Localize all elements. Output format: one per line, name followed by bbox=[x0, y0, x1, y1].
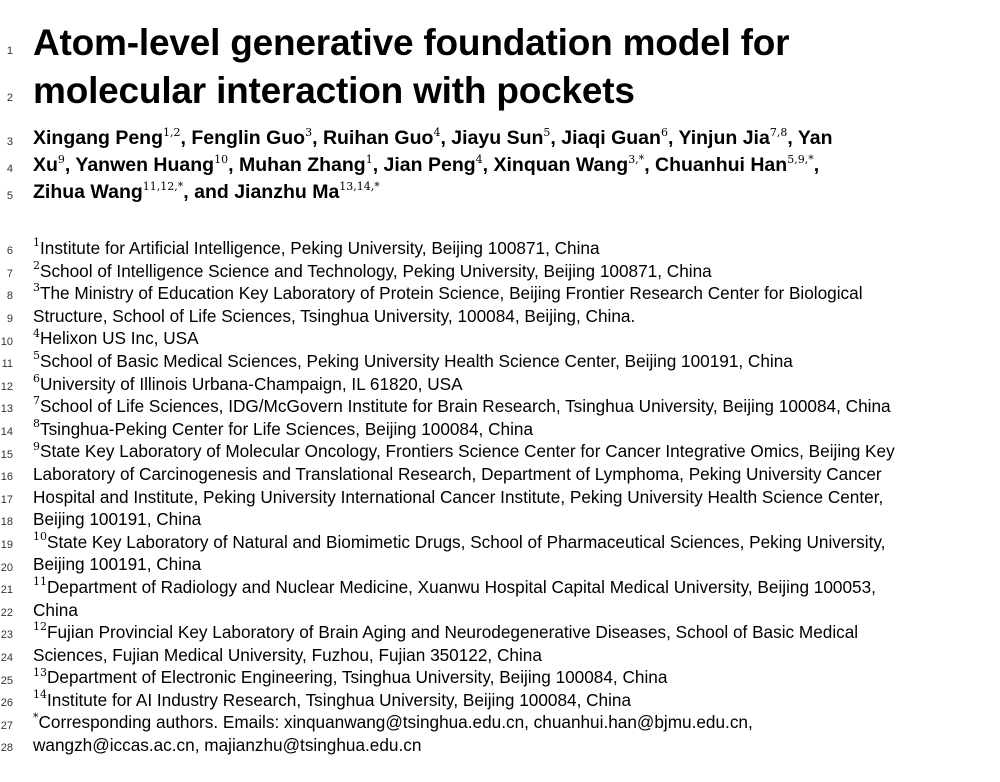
line-number: 10 bbox=[0, 336, 13, 348]
line-number: 6 bbox=[6, 245, 13, 257]
line-number: 26 bbox=[0, 697, 13, 709]
affiliation-line bbox=[33, 486, 983, 509]
author-sep: , bbox=[482, 154, 494, 176]
line-number: 27 bbox=[0, 720, 13, 732]
affiliation-sup: 8 bbox=[33, 417, 40, 431]
author-sep: , and bbox=[183, 181, 235, 203]
affiliation-line bbox=[33, 373, 983, 396]
line-number: 11 bbox=[1, 358, 13, 370]
line-number: 24 bbox=[0, 652, 13, 664]
line-number: 21 bbox=[0, 584, 13, 596]
author-affil-sup: 4 bbox=[475, 152, 483, 166]
affiliation-sup: 9 bbox=[33, 439, 40, 453]
author-name: Xingang Peng bbox=[33, 127, 164, 149]
author-name: Xinquan Wang bbox=[493, 154, 629, 176]
affiliation-line bbox=[33, 305, 983, 328]
author-name-part: Yan bbox=[797, 127, 833, 149]
line-number: 23 bbox=[0, 629, 13, 641]
affiliation-text: Beijing 100191, China bbox=[33, 509, 202, 530]
author-affil-sup: 5,9,* bbox=[787, 152, 814, 166]
line-number: 13 bbox=[0, 403, 13, 415]
author-sep: , bbox=[228, 154, 239, 176]
affiliation-line bbox=[33, 395, 983, 418]
line-number: 9 bbox=[6, 313, 13, 325]
affiliation-line bbox=[33, 282, 983, 305]
affiliation-sup: 6 bbox=[33, 371, 40, 385]
affiliation-line bbox=[33, 531, 983, 554]
title-line: Atom-level generative foundation model for bbox=[33, 22, 790, 63]
affiliation-sup: 13 bbox=[33, 665, 47, 679]
affiliation-text: School of Life Sciences, IDG/McGovern Institute for Brain Research, Tsinghua University, Beijing 100084, China bbox=[40, 396, 891, 417]
author-name: Yinjun Jia bbox=[678, 127, 770, 149]
affiliation-line bbox=[33, 463, 983, 486]
line-number: 22 bbox=[0, 607, 13, 619]
author-name: Jian Peng bbox=[383, 154, 476, 176]
affiliation-sup: 2 bbox=[33, 258, 40, 272]
author-sep: , bbox=[813, 154, 820, 176]
author-name-part: Xu bbox=[33, 154, 58, 176]
affiliation-line bbox=[33, 666, 983, 689]
line-number: 1 bbox=[6, 45, 13, 57]
affiliation-text: Institute for AI Industry Research, Tsinghua University, Beijing 100084, China bbox=[47, 689, 632, 710]
affiliation-line bbox=[33, 689, 983, 712]
line-number: 16 bbox=[0, 471, 13, 483]
author-name: Jiaqi Guan bbox=[561, 127, 661, 149]
line-number: 17 bbox=[0, 494, 13, 506]
author-sep: , bbox=[64, 154, 76, 176]
author-affil-sup: 5 bbox=[543, 125, 551, 139]
author-affil-sup: 6 bbox=[660, 125, 668, 139]
affiliation-line bbox=[33, 237, 983, 260]
author-name: Yanwen Huang bbox=[75, 154, 215, 176]
line-number: 12 bbox=[0, 381, 13, 393]
affiliation-line bbox=[33, 440, 983, 463]
line-number: 7 bbox=[6, 268, 13, 280]
affiliation-text: Hospital and Institute, Peking University International Cancer Institute, Peking University Health Science Center, bbox=[33, 486, 884, 507]
affiliation-line bbox=[33, 576, 983, 599]
affiliation-text: Tsinghua-Peking Center for Life Sciences, Beijing 100084, China bbox=[40, 418, 534, 439]
author-sep: , bbox=[312, 127, 323, 149]
affiliation-text: Department of Radiology and Nuclear Medicine, Xuanwu Hospital Capital Medical University, Beijing 100053, bbox=[47, 576, 876, 597]
affiliation-sup: 4 bbox=[33, 326, 40, 340]
affiliation-text: The Ministry of Education Key Laboratory of Protein Science, Beijing Frontier Research Center for Biological bbox=[40, 283, 863, 304]
author-sep: , bbox=[787, 127, 798, 149]
author-affil-sup: 3,* bbox=[628, 152, 645, 166]
affiliation-line bbox=[33, 418, 983, 441]
affiliation-sup: 1 bbox=[33, 236, 40, 250]
author-sep: , bbox=[550, 127, 562, 149]
affiliation-sup: 3 bbox=[33, 281, 40, 295]
affiliation-text: State Key Laboratory of Natural and Biomimetic Drugs, School of Pharmaceutical Sciences, Peking University, bbox=[47, 531, 886, 552]
author-affil-sup: 7,8 bbox=[769, 125, 788, 139]
author-sep: , bbox=[644, 154, 656, 176]
author-sep: , bbox=[667, 127, 679, 149]
line-number: 20 bbox=[0, 562, 13, 574]
affiliation-text: State Key Laboratory of Molecular Oncology, Frontiers Science Center for Cancer Integrative Omics, Beijing Key bbox=[40, 441, 895, 462]
line-number: 19 bbox=[0, 539, 13, 551]
line-number: 4 bbox=[6, 163, 13, 175]
title-line: molecular interaction with pockets bbox=[33, 70, 635, 111]
affiliation-text: Sciences, Fujian Medical University, Fuzhou, Fujian 350122, China bbox=[33, 644, 542, 665]
author-affil-sup: 3 bbox=[305, 125, 313, 139]
author-affil-sup: 10 bbox=[214, 152, 229, 166]
affiliation-text: Department of Electronic Engineering, Tsinghua University, Beijing 100084, China bbox=[47, 667, 668, 688]
affiliation-sup: 14 bbox=[33, 688, 47, 702]
affiliation-text: Fujian Provincial Key Laboratory of Brain Aging and Neurodegenerative Diseases, School of Basic Medical bbox=[47, 622, 859, 643]
author-name: Muhan Zhang bbox=[238, 154, 366, 176]
author-line bbox=[33, 152, 973, 179]
line-number: 14 bbox=[0, 426, 13, 438]
affiliation-sup: * bbox=[33, 710, 39, 724]
affiliation-line bbox=[33, 644, 983, 667]
affiliation-text: School of Intelligence Science and Technology, Peking University, Beijing 100871, China bbox=[40, 260, 712, 281]
author-affil-sup: 1 bbox=[365, 152, 373, 166]
author-line bbox=[33, 179, 973, 206]
affiliation-text: Structure, School of Life Sciences, Tsinghua University, 100084, Beijing, China. bbox=[33, 305, 636, 326]
affiliation-line bbox=[33, 508, 983, 531]
affiliation-text: Corresponding authors. Emails: xinquanwang@tsinghua.edu.cn, chuanhui.han@bjmu.edu.cn, bbox=[38, 712, 753, 733]
affiliation-sup: 7 bbox=[33, 394, 40, 408]
author-list bbox=[33, 125, 973, 206]
author-name: Ruihan Guo bbox=[322, 127, 434, 149]
line-number: 25 bbox=[0, 675, 13, 687]
paper-title bbox=[33, 19, 789, 115]
affiliation-line bbox=[33, 734, 983, 757]
line-number: 18 bbox=[0, 516, 13, 528]
author-name: Jianzhu Ma bbox=[234, 181, 340, 203]
line-number: 8 bbox=[6, 290, 13, 302]
line-number: 28 bbox=[0, 742, 13, 754]
author-sep: , bbox=[440, 127, 452, 149]
affiliation-text: Laboratory of Carcinogenesis and Translational Research, Department of Lymphoma, Peking University Cancer bbox=[33, 463, 882, 484]
author-affil-sup: 4 bbox=[433, 125, 441, 139]
affiliation-line bbox=[33, 350, 983, 373]
affiliation-text: Institute for Artificial Intelligence, Peking University, Beijing 100871, China bbox=[40, 238, 600, 258]
author-affil-sup: 1,2 bbox=[163, 125, 181, 139]
line-number: 3 bbox=[6, 136, 13, 148]
author-name: Jiayu Sun bbox=[451, 127, 544, 149]
author-name: Zihua Wang bbox=[33, 181, 143, 203]
author-affil-sup: 11,12,* bbox=[142, 179, 184, 193]
affiliation-text: School of Basic Medical Sciences, Peking University Health Science Center, Beijing 100191, China bbox=[40, 350, 793, 371]
author-sep: , bbox=[372, 154, 384, 176]
affiliation-sup: 10 bbox=[33, 529, 47, 543]
affiliation-line bbox=[33, 599, 983, 622]
affiliation-line bbox=[33, 621, 983, 644]
affiliation-sup: 5 bbox=[33, 349, 40, 363]
affiliation-text: University of Illinois Urbana-Champaign, IL 61820, USA bbox=[40, 373, 463, 394]
affiliation-line bbox=[33, 553, 983, 576]
author-affil-sup: 9 bbox=[57, 152, 65, 166]
affiliation-sup: 11 bbox=[33, 575, 47, 589]
line-number: 2 bbox=[6, 92, 13, 104]
line-number: 5 bbox=[6, 190, 13, 202]
author-name: Fenglin Guo bbox=[191, 127, 306, 149]
author-affil-sup: 13,14,* bbox=[339, 179, 380, 193]
affiliation-text: Beijing 100191, China bbox=[33, 554, 202, 575]
affiliation-line bbox=[33, 711, 983, 734]
author-line bbox=[33, 125, 973, 152]
affiliation-text: China bbox=[33, 599, 78, 620]
affiliation-list bbox=[33, 237, 983, 757]
affiliation-text: wangzh@iccas.ac.cn, majianzhu@tsinghua.edu.cn bbox=[33, 735, 422, 756]
affiliation-line bbox=[33, 260, 983, 283]
line-number: 15 bbox=[0, 449, 13, 461]
author-sep: , bbox=[180, 127, 192, 149]
affiliation-sup: 12 bbox=[33, 620, 47, 634]
affiliation-text: Helixon US Inc, USA bbox=[40, 328, 199, 349]
author-name: Chuanhui Han bbox=[655, 154, 788, 176]
affiliation-line bbox=[33, 327, 983, 350]
